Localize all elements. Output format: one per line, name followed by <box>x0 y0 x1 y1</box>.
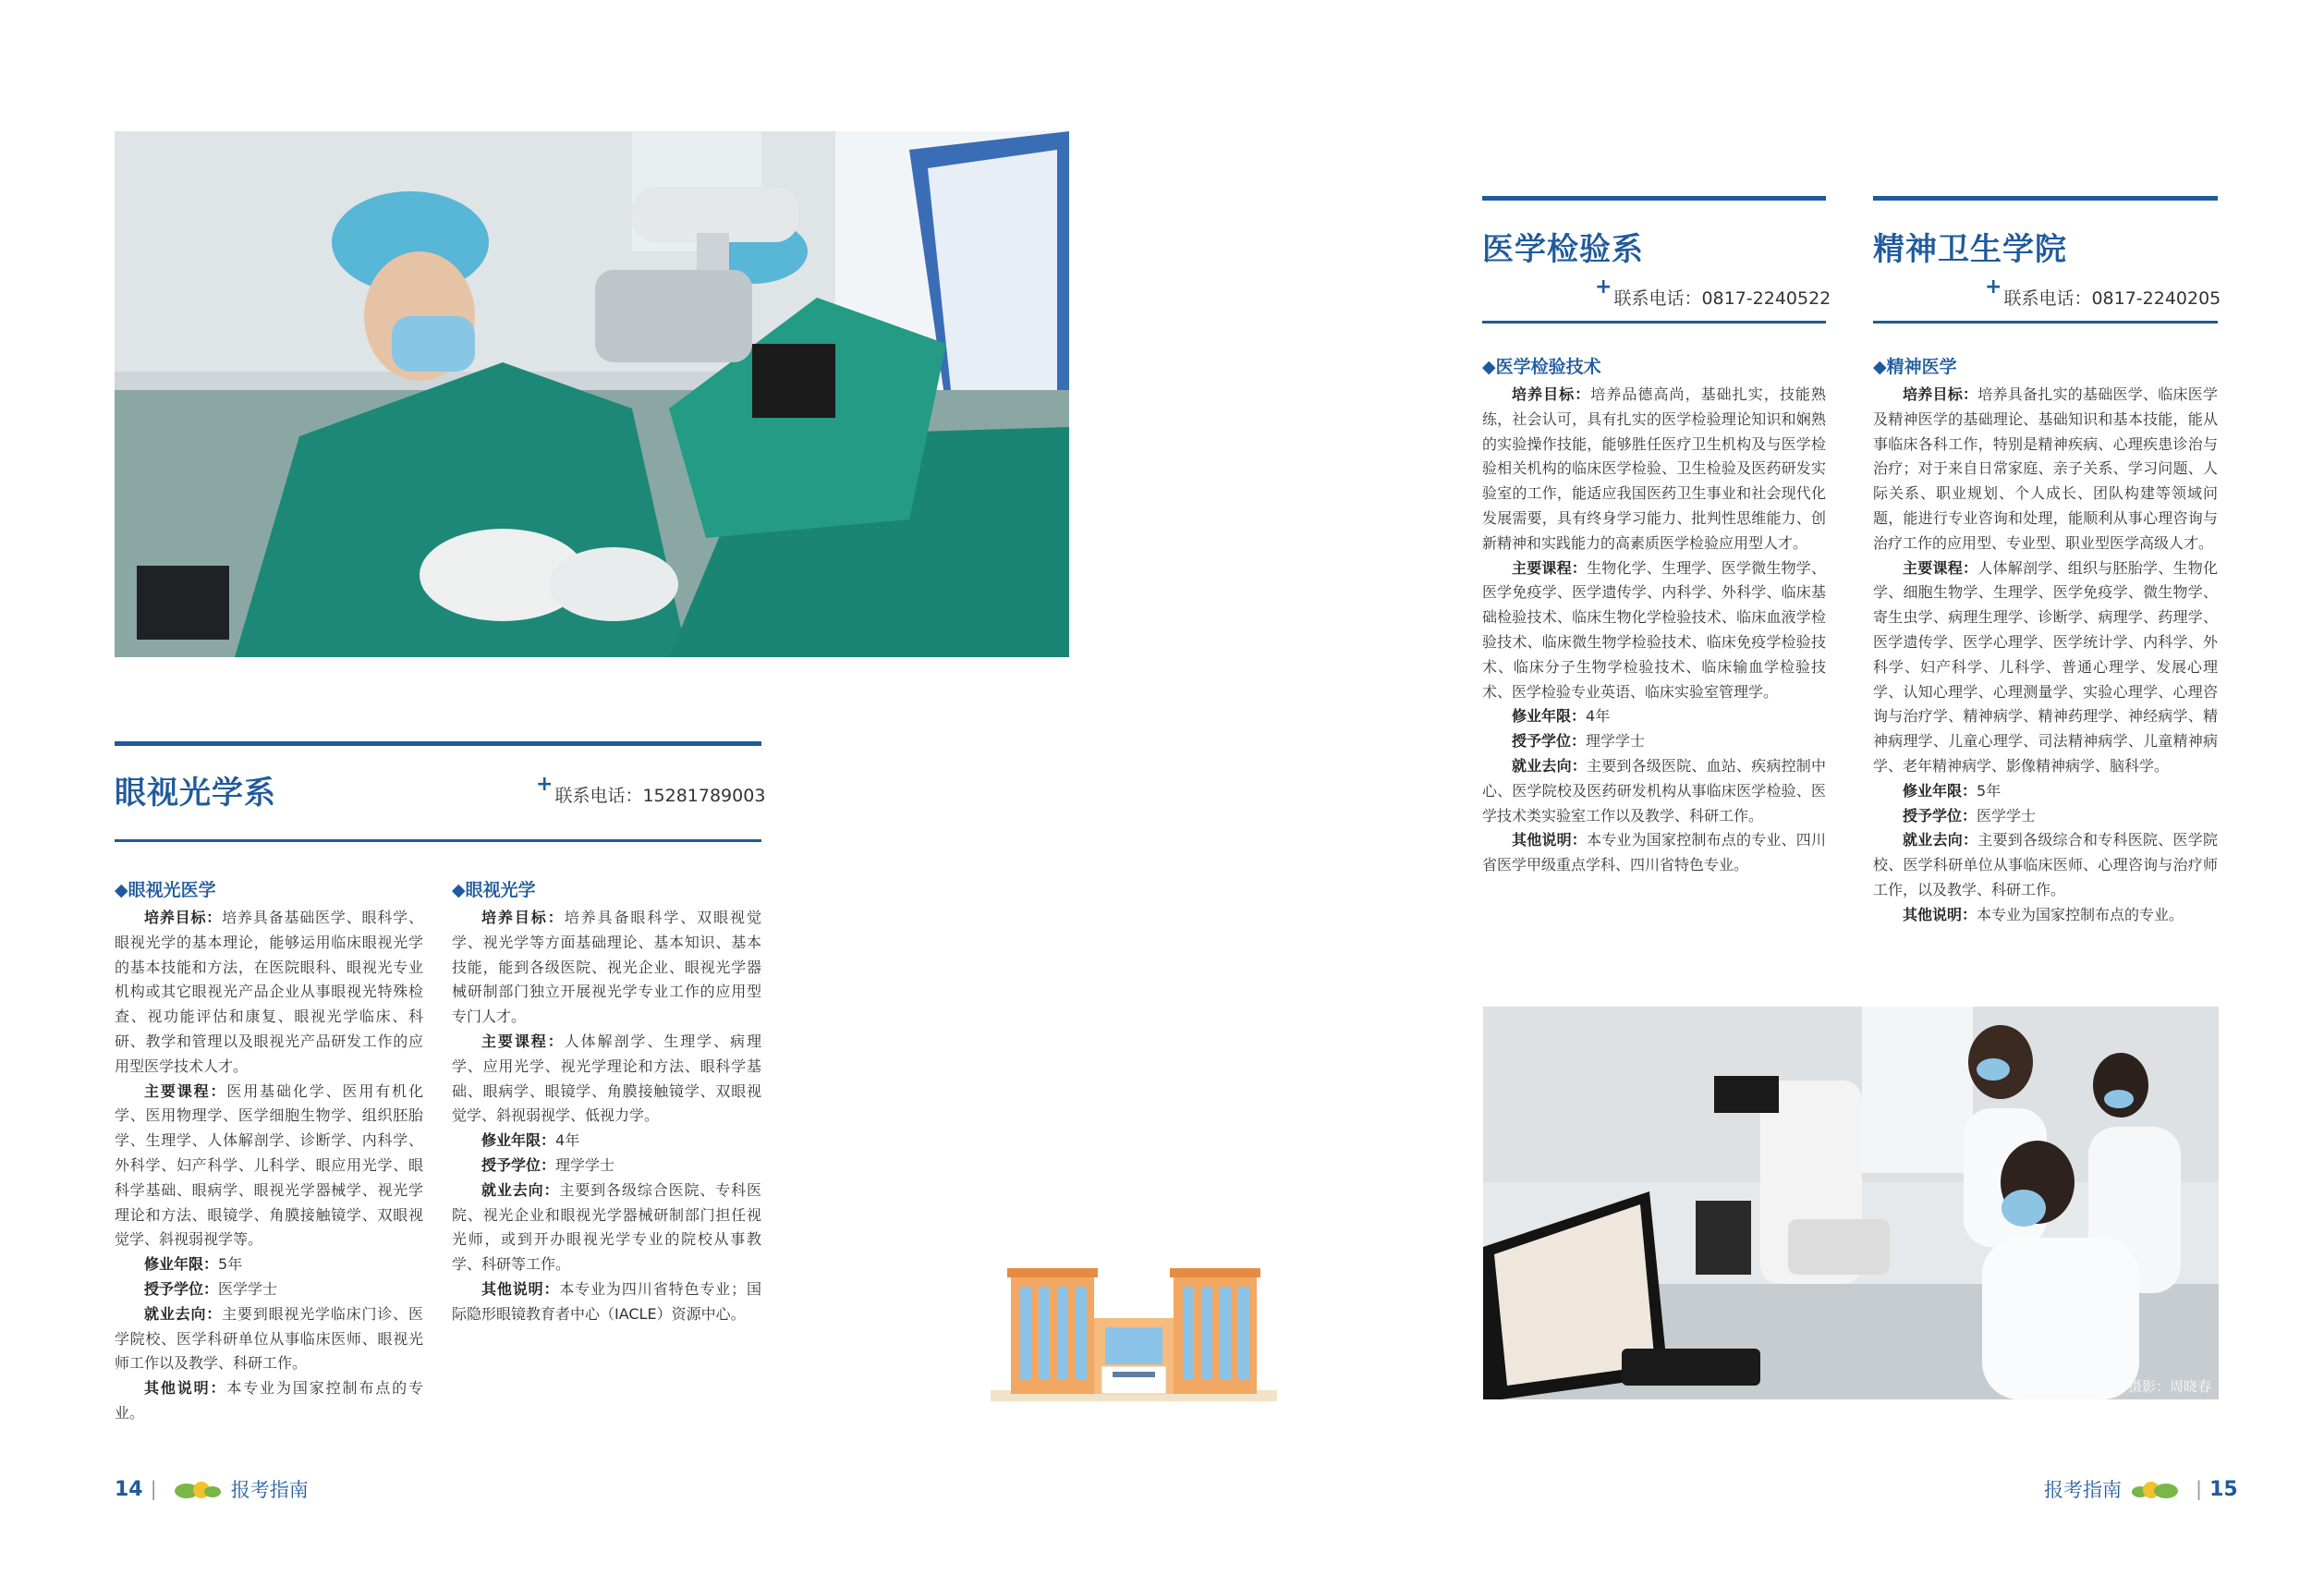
program-item: 其他说明：本专业为国家控制布点的专业、四川省医学甲级重点学科、四川省特色专业。 <box>1482 831 1826 874</box>
footer-divider: | <box>2196 1478 2203 1500</box>
program-item: 培养目标：培养具备扎实的基础医学、临床医学及精神医学的基础理论、基础知识和基本技能，能从事临床各科工作，特别是精神疾病、心理疾患诊治与治疗；对于来自日常家庭、亲子关系、学习问题、人际关系、职业规划、个人成长、团队构建等领域问题，能进行专业咨询和处理，能顺利从事心理咨询与治疗工作的应用型、专业型、职业型医学高级人才。 <box>1873 385 2218 552</box>
program-item: 培养目标：培养具备基础医学、眼科学、眼视光学的基本理论，能够运用临床眼视光学的基本技能和方法，在医院眼科、眼视光专业机构或其它眼视光产品企业从事眼视光特殊检查、视功能评估和康复、眼视光学临床、科研、教学和管理以及眼视光产品研发工作的应用型医学技术人才。 <box>115 909 423 1075</box>
program-item: 授予学位：理学学士 <box>481 1155 615 1174</box>
program-item: 其他说明：本专业为四川省特色专业；国际隐形眼镜教育者中心（IACLE）资源中心。 <box>452 1279 761 1323</box>
program-item: 主要课程：生物化学、生理学、医学微生物学、医学免疫学、医学遗传学、内科学、外科学、临床基础检验技术、临床生物化学检验技术、临床血液学检验技术、临床微生物学检验技术、临床免疫学检验技术、临床分子生物学检验技术、临床输血学检验技术、医学检验专业英语、临床实验室管理学。 <box>1482 558 1826 701</box>
program-name: ◆精神医学 <box>1873 357 1957 377</box>
dept-title-lab-medicine: 医学检验系 <box>1482 231 1644 268</box>
footer-left <box>115 1475 309 1503</box>
program-item: 主要课程：人体解剖学、生理学、病理学、应用光学、视光学理论和方法、眼科学基础、眼病学、眼镜学、角膜接触镜学、双眼视觉学、斜视弱视学、低视力学。 <box>452 1032 761 1125</box>
surgery-photo <box>115 131 1069 657</box>
leaf-logo-icon <box>2131 1479 2179 1499</box>
program-name: ◆医学检验技术 <box>1482 357 1601 377</box>
dept-rule-top <box>1873 196 2218 201</box>
program-item: 其他说明：本专业为国家控制布点的专业。 <box>1903 905 2184 923</box>
program-item: 就业去向：主要到各级综合和专科医院、医学院校、医学科研单位从事临床医师、心理咨询与治疗师工作，以及教学、科研工作。 <box>1873 831 2218 898</box>
program-optometric-medicine <box>115 876 423 1426</box>
leaf-logo-icon <box>174 1479 222 1499</box>
dept-title-optometry: 眼视光学系 <box>115 775 276 812</box>
plus-icon: + <box>1985 275 2002 299</box>
dept-phone-mental-health: + 联系电话：0817-2240205 <box>1985 275 2221 309</box>
program-item: 培养目标：培养具备眼科学、双眼视觉学、视光学等方面基础理论、基本知识、基本技能，能到各级医院、视光企业、眼视光学器械研制部门独立开展视光学专业工作的应用型专门人才。 <box>452 909 761 1026</box>
program-item: 授予学位：理学学士 <box>1512 732 1646 751</box>
plus-icon: + <box>536 773 554 796</box>
photo-watermark: 摄影：周晓春 <box>2127 1378 2211 1395</box>
program-item: 修业年限：5年 <box>144 1255 243 1274</box>
dept-phone-optometry: + 联系电话：15281789003 <box>536 773 766 806</box>
dept-title-mental-health: 精神卫生学院 <box>1873 231 2067 268</box>
dept-phone-lab-medicine: + 联系电话：0817-2240522 <box>1595 275 1831 309</box>
dept-rule-bottom <box>115 839 761 842</box>
lab-photo <box>1483 1007 2219 1399</box>
program-item: 主要课程：人体解剖学、组织与胚胎学、生物化学、细胞生物学、生理学、医学免疫学、微生物学、寄生虫学、病理生理学、诊断学、病理学、药理学、医学遗传学、医学心理学、医学统计学、内科学、外科学、妇产科学、儿科学、普通心理学、发展心理学、认知心理学、心理测量学、实验心理学、心理咨询与治疗学、精神病学、精神药理学、神经病学、精神病理学、儿童心理学、司法精神病学、儿童精神病学、老年精神病学、影像精神病学、脑科学。 <box>1873 558 2218 775</box>
dept-rule-top <box>1482 196 1826 201</box>
dept-rule-top <box>115 741 761 746</box>
program-name: ◆眼视光医学 <box>115 880 216 900</box>
program-psychiatry <box>1873 353 2218 928</box>
page-number: 15 <box>2209 1477 2238 1501</box>
program-optometry <box>452 876 761 1327</box>
program-item: 修业年限：4年 <box>481 1131 580 1150</box>
program-item: 授予学位：医学学士 <box>1903 806 2037 825</box>
page-number: 14 <box>115 1477 143 1501</box>
building-illustration <box>991 1263 1277 1401</box>
footer-divider: | <box>150 1478 157 1500</box>
program-lab-technology <box>1482 353 1826 878</box>
program-item: 就业去向：主要到眼视光学临床门诊、医学院校、医学科研单位从事临床医师、眼视光师工作以及教学、科研工作。 <box>115 1304 423 1373</box>
program-item: 修业年限：4年 <box>1512 707 1611 726</box>
footer-right <box>2044 1475 2238 1503</box>
dept-rule-bottom <box>1482 321 1826 324</box>
program-item: 培养目标：培养品德高尚，基础扎实，技能熟练，社会认可，具有扎实的医学检验理论知识和娴熟的实验操作技能，能够胜任医疗卫生机构及与医学检验相关机构的临床医学检验、卫生检验及医药研发实验室的工作，能适应我国医药卫生事业和社会现代化发展需要，具有终身学习能力、批判性思维能力、创新精神和实践能力的高素质医学检验应用型人才。 <box>1482 385 1826 552</box>
program-item: 授予学位：医学学士 <box>144 1279 278 1298</box>
guide-label: 报考指南 <box>2044 1479 2122 1501</box>
program-item: 就业去向：主要到各级综合医院、专科医院、视光企业和眼视光学器械研制部门担任视光师，或到开办眼视光学专业的院校从事教学、科研等工作。 <box>452 1180 761 1274</box>
program-item: 主要课程：医用基础化学、医用有机化学、医用物理学、医学细胞生物学、组织胚胎学、生理学、人体解剖学、诊断学、内科学、外科学、妇产科学、儿科学、眼应用光学、眼科学基础、眼病学、眼视光学器械学、视光学理论和方法、眼镜学、角膜接触镜学、双眼视觉学、斜视弱视学等。 <box>115 1081 423 1249</box>
dept-rule-bottom <box>1873 321 2218 324</box>
program-name: ◆眼视光学 <box>452 880 536 900</box>
program-item: 修业年限：5年 <box>1903 781 2002 800</box>
program-item: 其他说明：本专业为国家控制布点的专业。 <box>115 1379 423 1422</box>
guide-label: 报考指南 <box>230 1479 309 1501</box>
program-item: 就业去向：主要到各级医院、血站、疾病控制中心、医学院校及医药研发机构从事临床医学检验、医学技术类实验室工作以及教学、科研工作。 <box>1482 756 1826 825</box>
plus-icon: + <box>1595 275 1612 299</box>
